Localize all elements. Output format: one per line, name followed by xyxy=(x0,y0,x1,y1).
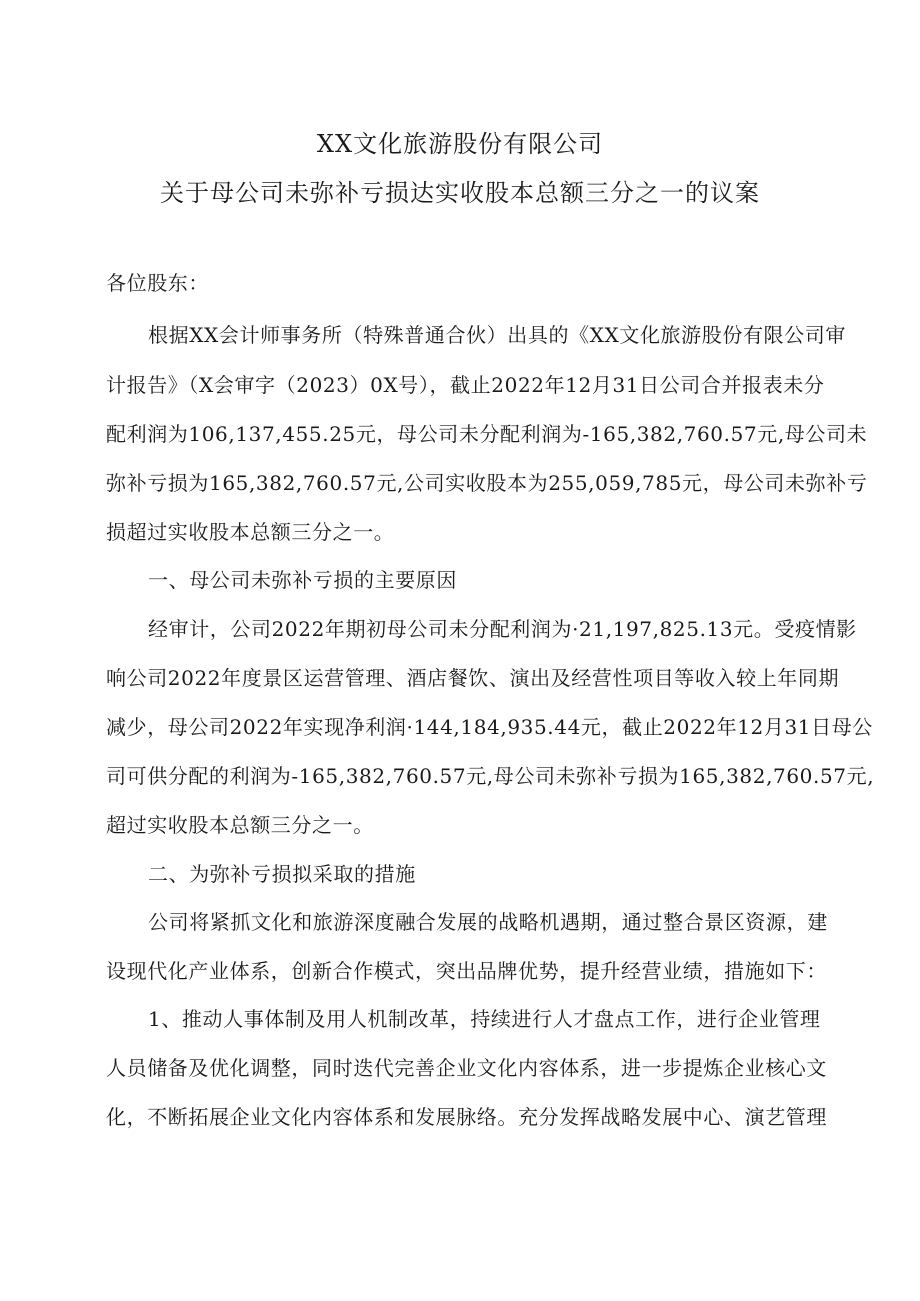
paragraph-line: 损超过实收股本总额三分之一。 xyxy=(106,520,395,544)
paragraph-line: 配利润为106,137,455.25元，母公司未分配利润为-165,382,760.57元,母公司未 xyxy=(106,422,868,446)
paragraph-line: 计报告》（X会审字（2023）0X号），截止2022年12月31日公司合并报表未分 xyxy=(106,373,825,397)
paragraph-line: 根据XX会计师事务所（特殊普通合伙）出具的《XX文化旅游股份有限公司审 xyxy=(148,323,846,347)
paragraph-line: 设现代化产业体系，创新合作模式，突出品牌优势，提升经营业绩，措施如下： xyxy=(106,959,827,983)
paragraph-line: 化，不断拓展企业文化内容体系和发展脉络。充分发挥战略发展中心、演艺管理 xyxy=(106,1105,827,1129)
paragraph-line: 经审计，公司2022年期初母公司未分配利润为·21,197,825.13元。受疫情影 xyxy=(148,617,857,641)
section-heading-2: 二、为弥补亏损拟采取的措施 xyxy=(148,862,416,886)
paragraph-line: 超过实收股本总额三分之一。 xyxy=(106,813,374,837)
paragraph-line: 弥补亏损为165,382,760.57元,公司实收股本为255,059,785元，母公司未弥补亏 xyxy=(106,471,868,495)
paragraph-line: 1、推动人事体制及用人机制改革，持续进行人才盘点工作，进行企业管理 xyxy=(148,1007,821,1031)
section-heading-1: 一、母公司未弥补亏损的主要原因 xyxy=(148,568,457,592)
paragraph-line: 人员储备及优化调整，同时迭代完善企业文化内容体系，进一步提炼企业核心文 xyxy=(106,1056,827,1080)
paragraph-line: 司可供分配的利润为-165,382,760.57元,母公司未弥补亏损为165,382,760.57元, xyxy=(106,764,875,788)
salutation: 各位股东： xyxy=(106,271,209,295)
paragraph-line: 减少，母公司2022年实现净利润·144,184,935.44元，截止2022年12月31日母公 xyxy=(106,715,873,739)
paragraph-line: 响公司2022年度景区运营管理、酒店餐饮、演出及经营性项目等收入较上年同期 xyxy=(106,666,840,690)
title-subject: 关于母公司未弥补亏损达实收股本总额三分之一的议案 xyxy=(160,179,760,207)
paragraph-line: 公司将紧抓文化和旅游深度融合发展的战略机遇期，通过整合景区资源，建 xyxy=(148,910,828,934)
title-company: XX文化旅游股份有限公司 xyxy=(316,130,604,158)
